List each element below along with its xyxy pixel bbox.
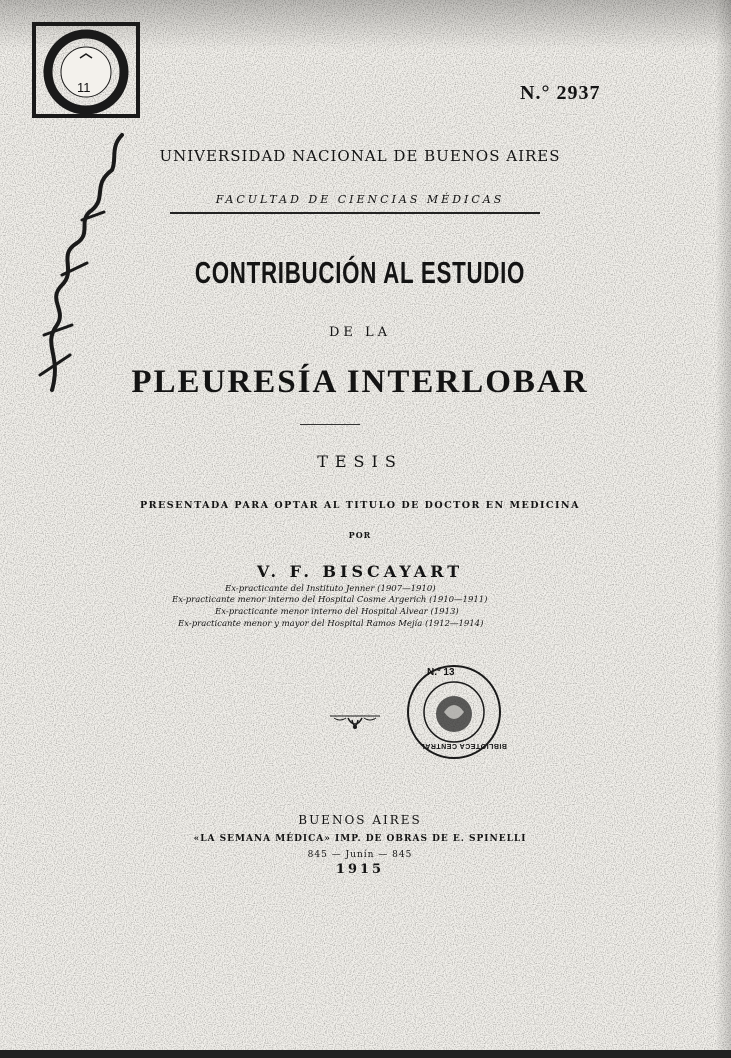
credential-line: Ex-practicante menor y mayor del Hospital Ramos Mejía (1912—1914) <box>178 619 484 629</box>
round-stamp-number: N.º 13 <box>427 667 455 678</box>
title-line-1: CONTRIBUCIÓN AL ESTUDIO <box>194 255 526 290</box>
faculty-name: FACULTAD DE CIENCIAS MÉDICAS <box>215 193 505 206</box>
credential-line: Ex-practicante menor interno del Hospital Cosme Argerich (1910—1911) <box>172 595 488 605</box>
handwritten-note-icon <box>22 125 132 405</box>
catalog-number: N.° 2937 <box>520 82 601 104</box>
title-line-3: PLEURESÍA INTERLOBAR <box>131 364 589 400</box>
title-rule <box>300 424 360 425</box>
imprint-address: 845 — Junín — 845 <box>307 850 413 860</box>
header-rule <box>170 212 540 214</box>
title-line-2: DE LA <box>328 325 392 340</box>
ornament-icon <box>328 710 382 732</box>
credential-line: Ex-practicante del Instituto Jenner (1907—1910) <box>225 584 436 594</box>
round-stamp-text: BIBLIOTECA CENTRAL <box>420 742 507 749</box>
library-stamp-icon <box>30 20 142 120</box>
thesis-presented: PRESENTADA PARA OPTAR AL TITULO DE DOCTOR EN MEDICINA <box>140 500 580 511</box>
thesis-label: TESIS <box>317 452 403 471</box>
university-name: UNIVERSIDAD NACIONAL DE BUENOS AIRES <box>159 147 561 165</box>
imprint-printer: «LA SEMANA MÉDICA» IMP. DE OBRAS DE E. SPINELLI <box>193 834 527 844</box>
imprint-year: 1915 <box>335 862 385 877</box>
library-stamp-number: 11 <box>77 80 91 95</box>
author-name: V. F. BISCAYART <box>256 562 464 581</box>
thesis-by: POR <box>348 530 372 540</box>
imprint-city: BUENOS AIRES <box>298 813 422 827</box>
credential-line: Ex-practicante menor interno del Hospital Alvear (1913) <box>215 607 459 617</box>
